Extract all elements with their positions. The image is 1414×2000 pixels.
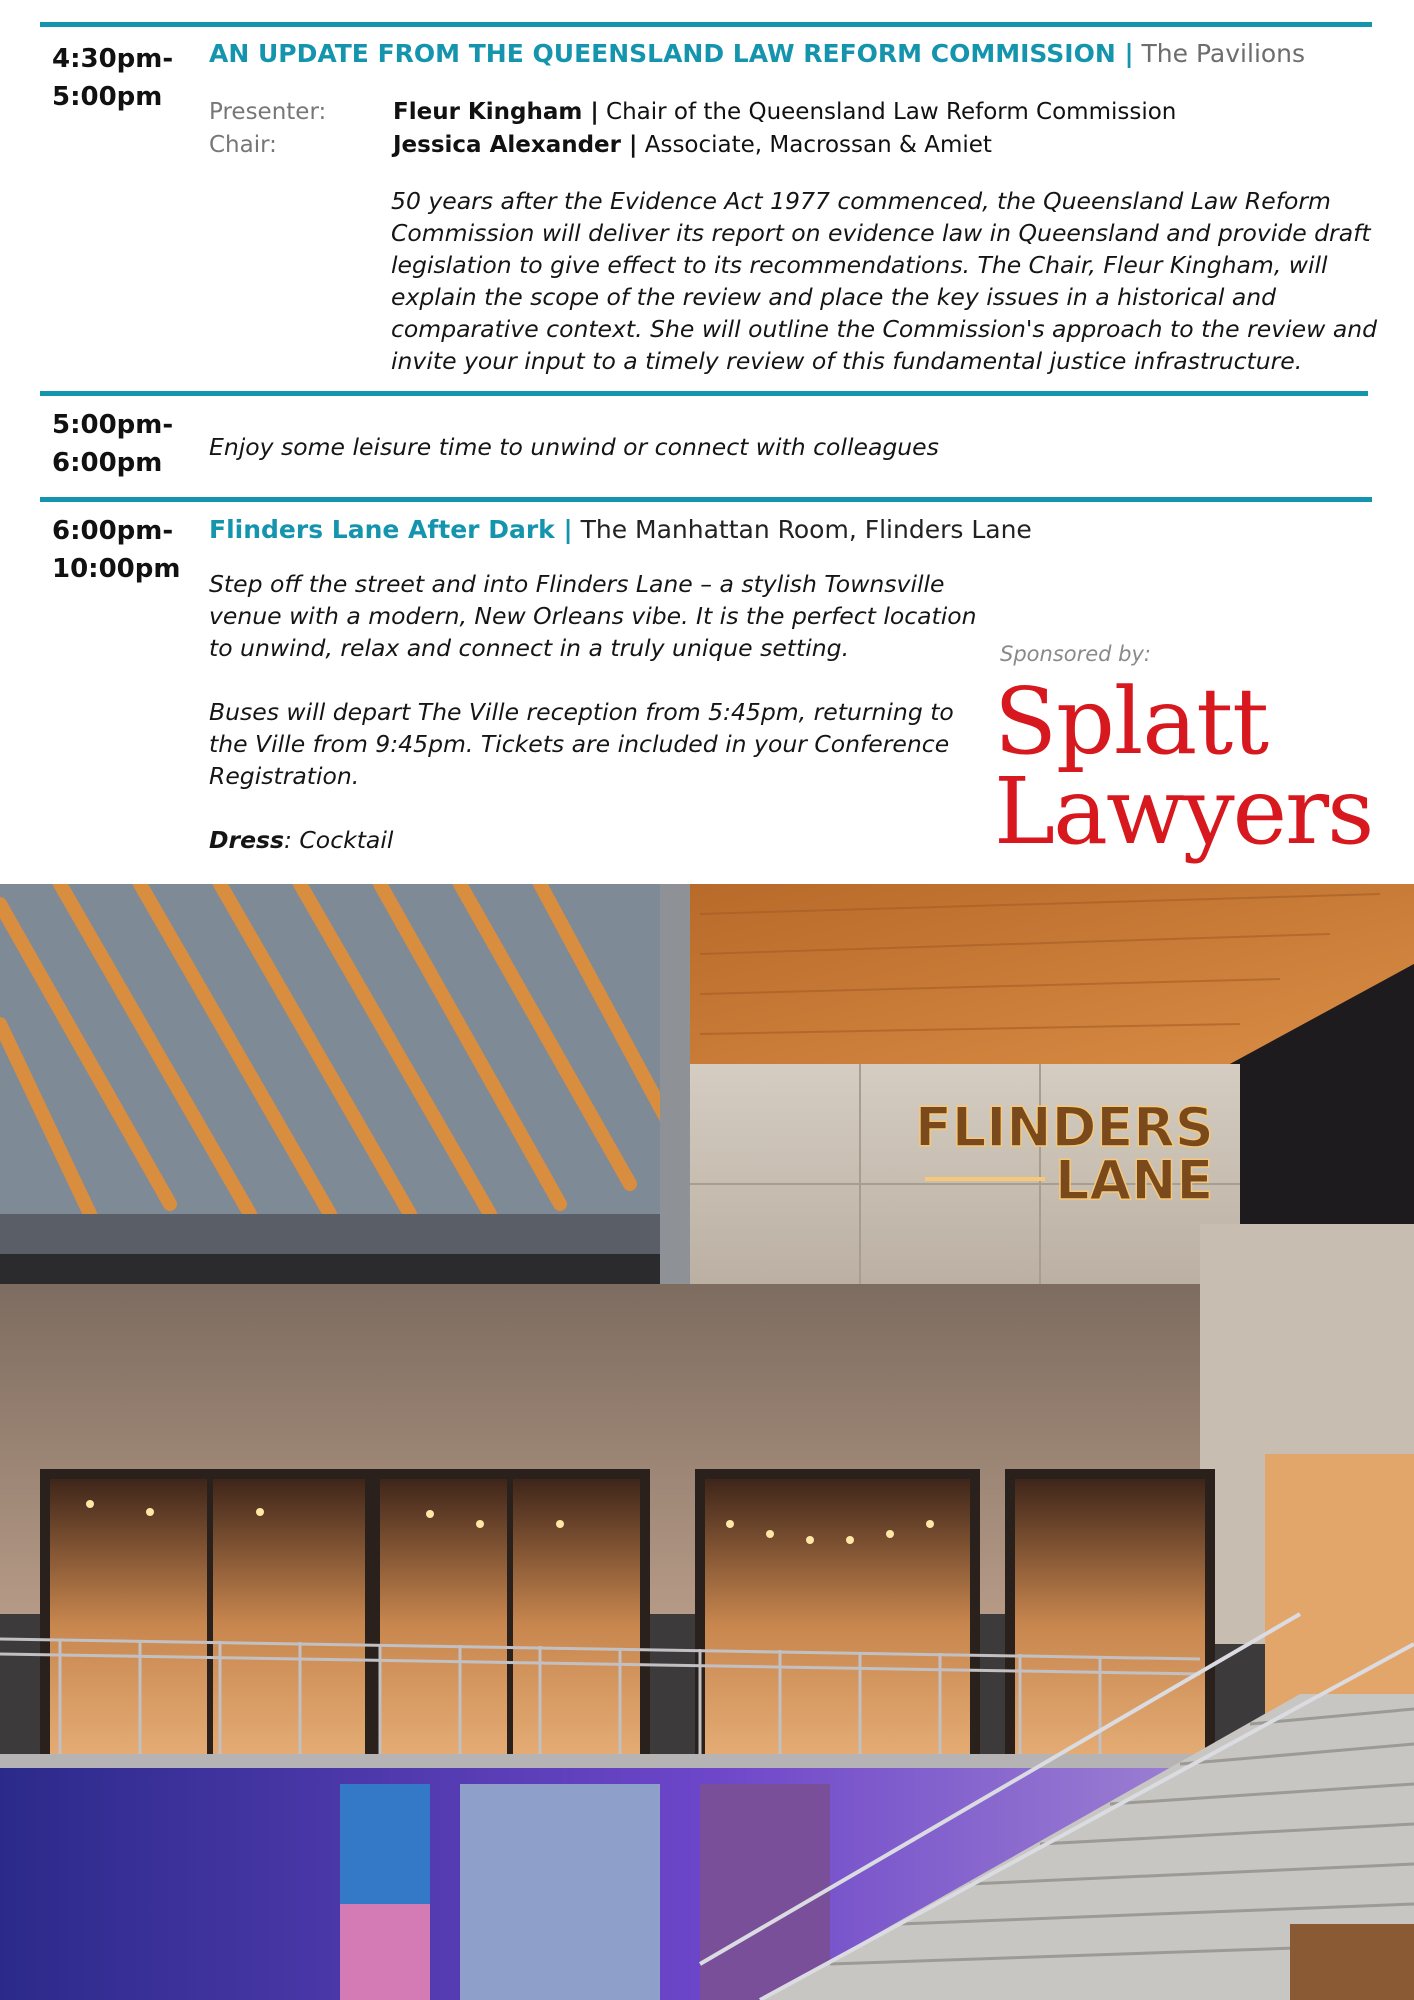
chair-name: Jessica Alexander | xyxy=(393,132,638,158)
sign-line1: FLINDERS xyxy=(915,1096,1214,1159)
description-line: Step off the street and into Flinders Lane – a stylish Townsville xyxy=(209,570,945,598)
time-start: 4:30pm- xyxy=(52,44,174,74)
time-end: 10:00pm xyxy=(52,554,181,584)
session-venue: The Manhattan Room, Flinders Lane xyxy=(572,515,1032,544)
dress-code xyxy=(209,824,393,856)
description-line: to unwind, relax and connect in a truly unique setting. xyxy=(209,634,850,662)
session-description xyxy=(391,185,1391,377)
session-title-text: Flinders Lane After Dark | xyxy=(209,515,573,544)
session-title xyxy=(209,38,1305,70)
chair-value xyxy=(393,129,992,161)
session-time xyxy=(52,512,180,588)
dress-value: : Cocktail xyxy=(284,826,394,854)
description-line: legislation to give effect to its recommendations. The Chair, Fleur Kingham, will xyxy=(391,251,1328,279)
presenter-role: Chair of the Queensland Law Reform Commission xyxy=(598,99,1177,125)
chair-label: Chair: xyxy=(209,132,277,158)
sponsor-logo-line2: Lawyers xyxy=(994,758,1373,865)
section-divider-top xyxy=(40,22,1372,27)
event-description xyxy=(209,568,989,664)
leisure-text: Enjoy some leisure time to unwind or connect with colleagues xyxy=(209,433,939,461)
description-line: venue with a modern, New Orleans vibe. It is the perfect location xyxy=(209,602,977,630)
venue-photo xyxy=(0,884,1414,2000)
description-line: invite your input to a timely review of this fundamental justice infrastructure. xyxy=(391,347,1303,375)
description-line: the Ville from 9:45pm. Tickets are included in your Conference xyxy=(209,730,950,758)
session-time xyxy=(52,40,173,116)
sponsor-label: Sponsored by: xyxy=(1000,642,1151,666)
description-line: comparative context. She will outline the Commission's approach to the review and xyxy=(391,315,1378,343)
presenter-value xyxy=(393,96,1176,128)
description-line: Registration. xyxy=(209,762,360,790)
section-divider xyxy=(40,391,1368,396)
description-line: explain the scope of the review and place the key issues in a historical and xyxy=(391,283,1277,311)
dress-label: Dress xyxy=(209,826,285,854)
presenter-name: Fleur Kingham | xyxy=(393,99,599,125)
session-venue: The Pavilions xyxy=(1133,39,1306,68)
bus-info xyxy=(209,696,989,792)
presenter-label: Presenter: xyxy=(209,99,327,125)
session-title-text: AN UPDATE FROM THE QUEENSLAND LAW REFORM COMMISSION | xyxy=(209,39,1134,68)
session-time xyxy=(52,406,173,482)
description-line: Buses will depart The Ville reception from 5:45pm, returning to xyxy=(209,698,954,726)
time-start: 6:00pm- xyxy=(52,516,174,546)
section-divider xyxy=(40,497,1372,502)
time-start: 5:00pm- xyxy=(52,410,174,440)
session-title xyxy=(209,514,1032,546)
sponsor-logo-line1: Splatt xyxy=(994,668,1269,775)
chair-role: Associate, Macrossan & Amiet xyxy=(637,132,992,158)
sign-line2: LANE xyxy=(1055,1149,1214,1212)
time-end: 5:00pm xyxy=(52,82,163,112)
description-line: 50 years after the Evidence Act 1977 commenced, the Queensland Law Reform xyxy=(391,187,1331,215)
sponsor-logo xyxy=(994,668,1384,872)
description-line: Commission will deliver its report on evidence law in Queensland and provide draft xyxy=(391,219,1371,247)
time-end: 6:00pm xyxy=(52,448,163,478)
